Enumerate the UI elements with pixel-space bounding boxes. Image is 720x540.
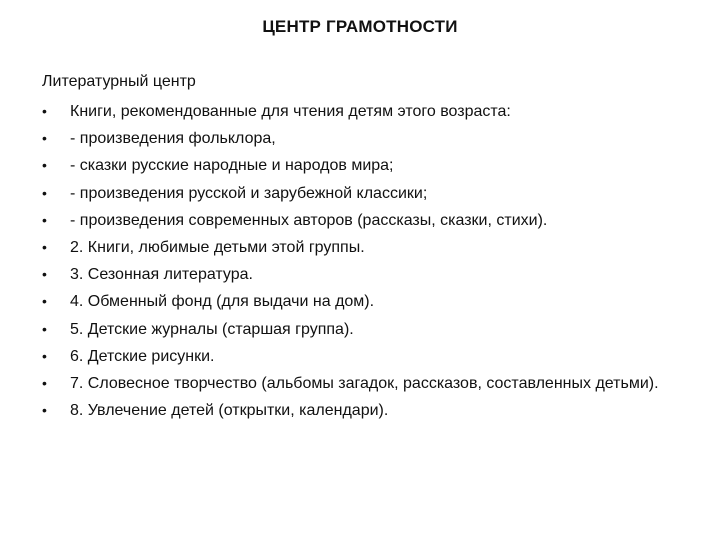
bullet-list	[42, 100, 682, 426]
bullet-item	[42, 127, 682, 151]
bullet-text: 3. Сезонная литература.	[70, 266, 253, 284]
section-heading: Литературный центр	[42, 73, 196, 90]
bullet-text: - произведения фольклора,	[70, 130, 276, 148]
bullet-item	[42, 100, 682, 124]
bullet-item	[42, 154, 682, 178]
bullet-text: 2. Книги, любимые детьми этой группы.	[70, 238, 365, 256]
bullet-item	[42, 372, 682, 396]
bullet-icon: •	[42, 266, 47, 283]
bullet-item	[42, 182, 682, 206]
bullet-icon: •	[42, 320, 47, 337]
bullet-text: - сказки русские народные и народов мира;	[70, 157, 394, 175]
bullet-icon: •	[42, 402, 47, 419]
bullet-item	[42, 290, 682, 314]
bullet-item	[42, 318, 682, 342]
bullet-icon: •	[42, 211, 47, 228]
slide-title: ЦЕНТР ГРАМОТНОСТИ	[262, 17, 458, 36]
bullet-text: 4. Обменный фонд (для выдачи на дом).	[70, 293, 375, 311]
bullet-text: Книги, рекомендованные для чтения детям этого возраста:	[70, 103, 511, 120]
bullet-item	[42, 236, 682, 260]
bullet-text: 6. Детские рисунки.	[70, 347, 215, 365]
bullet-icon: •	[42, 347, 47, 364]
bullet-text: 7. Словесное творчество (альбомы загадок, рассказов, составленных детьми).	[70, 374, 659, 392]
bullet-item	[42, 209, 682, 233]
bullet-item	[42, 345, 682, 369]
bullet-text: - произведения современных авторов (рассказы, сказки, стихи).	[70, 211, 548, 229]
bullet-icon: •	[42, 293, 47, 310]
bullet-text: 8. Увлечение детей (открытки, календари).	[70, 402, 389, 420]
bullet-icon: •	[42, 374, 47, 391]
bullet-text: - произведения русской и зарубежной классики;	[70, 184, 428, 202]
bullet-icon: •	[42, 157, 47, 174]
bullet-icon: •	[42, 184, 47, 201]
bullet-item	[42, 399, 682, 423]
bullet-icon: •	[42, 130, 47, 147]
bullet-icon: •	[42, 238, 47, 255]
bullet-item	[42, 263, 682, 287]
bullet-text: 5. Детские журналы (старшая группа).	[70, 320, 354, 338]
bullet-icon: •	[42, 103, 47, 119]
